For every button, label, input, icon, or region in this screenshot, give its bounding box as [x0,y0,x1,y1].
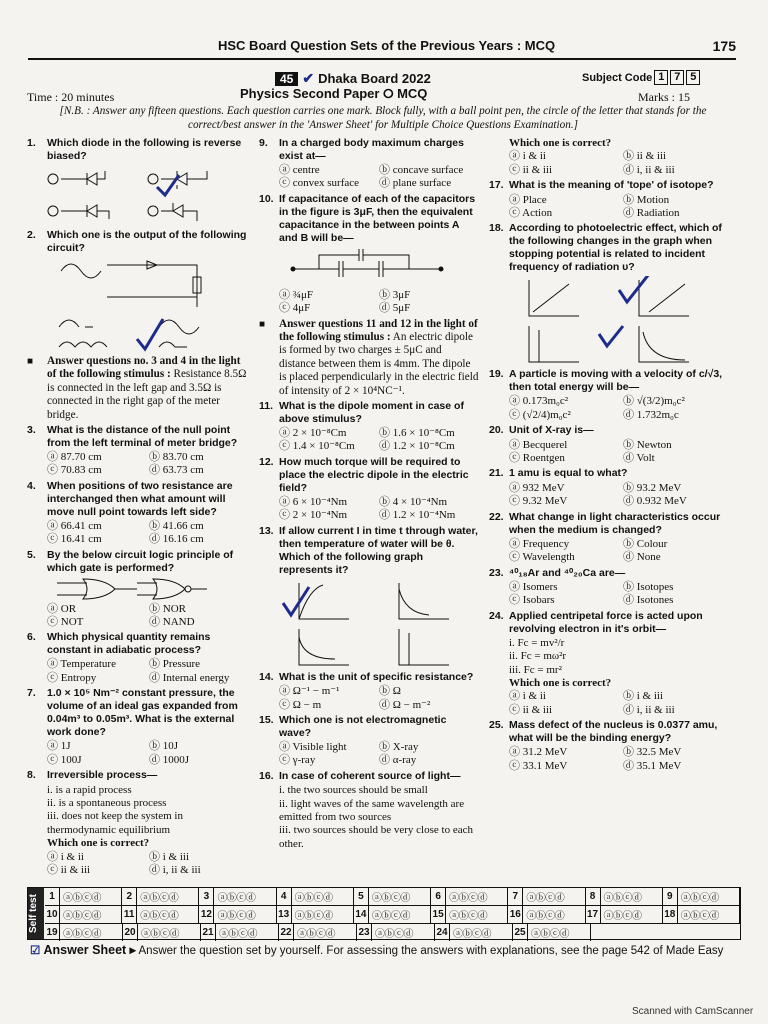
which-correct: Which one is correct? [509,676,612,689]
self-test-cell[interactable] [663,888,740,905]
question-18: 18. According to photoelectric effect, which of the following changes in the graph when stopping potential is related to incident frequency of radiation υ? [489,222,722,274]
statement: i. the two sources should be small [279,784,428,797]
self-test-number: 10 [45,906,60,923]
capacitor-figure [279,247,479,287]
self-test-cell[interactable] [45,924,123,941]
self-test-cell[interactable] [435,924,513,941]
column-2 [259,137,479,851]
self-test-number: 24 [435,924,450,941]
options-12: ⓐ 6 × 10⁻⁴Nm ⓑ 4 × 10⁻⁴Nm ⓒ 2 × 10⁻⁴Nm ⓓ 1.2 × 10⁻⁴Nm [279,495,456,522]
self-test-rows [45,888,740,941]
self-test-number: 23 [357,924,372,941]
self-test-number: 5 [354,888,369,905]
statement: i. is a rapid process [47,783,132,796]
self-test-bubbles[interactable]: ⓐⓑⓒⓓ [219,929,257,940]
self-test-cell[interactable] [663,906,740,923]
question-23: 23. ⁴⁰₁₈Ar and ⁴⁰₂₀Ca are— [489,566,626,579]
options-21: ⓐ 932 MeV ⓑ 93.2 MeV ⓒ 9.32 MeV ⓓ 0.932 MeV [509,481,687,508]
question-21: 21. 1 amu is equal to what? [489,467,628,480]
self-test-cell[interactable] [508,888,585,905]
question-20: 20. Unit of X-ray is— [489,424,594,437]
self-test-number: 11 [122,906,137,923]
which-correct: Which one is correct? [509,137,612,149]
self-test-bubbles[interactable]: ⓐⓑⓒⓓ [63,929,101,940]
options-19: ⓐ 0.173m₀c² ⓑ √(3/2)m₀c² ⓒ (√2/4)m₀c² ⓓ 1.732m₀c [509,395,685,421]
self-test-cell[interactable] [431,888,508,905]
self-test-bubbles[interactable]: ⓐⓑⓒⓓ [141,929,179,940]
self-test-bubbles[interactable]: ⓐⓑⓒⓓ [680,893,719,904]
which-correct: Which one is correct? [47,837,150,850]
self-test-number: 15 [431,906,446,923]
statement: i. Fc = mv²/r [509,636,565,649]
self-test-cell[interactable] [586,888,663,905]
self-test-number: 13 [277,906,292,923]
self-test-cell[interactable] [123,924,201,941]
question-3: 3. What is the distance of the null point from the left terminal of meter bridge? [27,424,238,450]
self-test-bubbles[interactable]: ⓐⓑⓒⓓ [526,911,565,922]
options-23: ⓐ Isomers ⓑ Isotopes ⓒ Isobars ⓓ Isotones [509,580,674,607]
self-test-bubbles[interactable]: ⓐⓑⓒⓓ [449,893,488,904]
self-test-cell[interactable] [277,906,354,923]
self-test-bubbles[interactable]: ⓐⓑⓒⓓ [526,893,565,904]
options-20: ⓐ Becquerel ⓑ Newton ⓒ Roentgen ⓓ Volt [509,438,672,465]
question-14: 14. What is the unit of specific resistance? [259,670,474,683]
question-7: 7. 1.0 × 10⁵ Nm⁻² constant pressure, the volume of an ideal gas expanded from 0.04m³ to 0.05m³. What is the external work done? [27,687,238,739]
statement: iii. does not keep the system in thermodynamic equilibrium [47,810,183,836]
self-test-bubbles[interactable]: ⓐⓑⓒⓓ [217,911,256,922]
self-test-bubbles[interactable]: ⓐⓑⓒⓓ [375,929,413,940]
self-test-bubbles[interactable]: ⓐⓑⓒⓓ [371,893,410,904]
question-4: 4. When positions of two resistance are interchanged then what amount will move null point towards left side? [27,479,233,518]
self-test-row [45,906,740,924]
subject-code-digit: 1 [654,70,668,85]
self-test-cell[interactable] [201,924,279,941]
question-24: 24. Applied centripetal force is acted upon revolving electron in it's orbit— [489,609,703,635]
self-test-cell[interactable] [586,906,663,923]
board-title: Dhaka Board 2022 [318,71,431,86]
self-test-number: 17 [586,906,601,923]
subject-code [582,70,700,85]
header-title: HSC Board Question Sets of the Previous Years : MCQ [218,38,556,53]
question-1: 1. Which diode in the following is reverse biased? [27,137,242,162]
options-16: ⓐ i & ii ⓑ ii & iii ⓒ ii & iii ⓓ i, ii & iii [509,150,675,176]
question-22: 22. What change in light characteristics occur when the medium is changed? [489,510,721,536]
self-test-number: 7 [508,888,523,905]
statement: ii. is a spontaneous process [47,796,167,809]
question-17: 17. What is the meaning of 'tope' of isotope? [489,179,714,192]
options-8: ⓐ i & ii ⓑ i & iii ⓒ ii & iii ⓓ i, ii & iii [47,850,201,876]
options-24: ⓐ i & ii ⓑ i & iii ⓒ ii & iii ⓓ i, ii & iii [509,690,675,716]
statement: iii. two sources should be very close to each other. [279,824,473,850]
self-test-cell[interactable] [122,888,199,905]
self-test-cell[interactable] [431,906,508,923]
options-25: ⓐ 31.2 MeV ⓑ 32.5 MeV ⓒ 33.1 MeV ⓓ 35.1 MeV [509,746,682,772]
options-11: ⓐ 2 × 10⁻⁸Cm ⓑ 1.6 × 10⁻⁸Cm ⓒ 1.4 × 10⁻⁸Cm ⓓ 1.2 × 10⁻⁸Cm [279,427,455,453]
self-test-cell[interactable] [508,906,585,923]
self-test-bubbles[interactable]: ⓐⓑⓒⓓ [449,911,488,922]
self-test-number: 2 [122,888,137,905]
statement: ii. light waves of the same wavelength are emitted from two sources [279,797,465,823]
self-test-bubbles[interactable]: ⓐⓑⓒⓓ [140,911,179,922]
statement: ii. Fc = mω²r [509,650,567,663]
diode-figure [47,165,251,227]
column-1 [27,137,251,879]
self-test-number: 19 [45,924,60,941]
question-12: 12. How much torque will be required to place the electric dipole in the electric field? [259,455,469,494]
self-test-bubbles[interactable]: ⓐⓑⓒⓓ [217,893,256,904]
answer-sheet-note [30,942,723,957]
self-test-label: Self test [28,888,44,939]
self-test-number: 4 [277,888,292,905]
self-test-cell[interactable] [513,924,591,941]
self-test-number: 25 [513,924,528,941]
question-2: 2. Which one is the output of the following circuit? [27,229,247,254]
question-15: 15. Which one is not electromagnetic wave? [259,713,447,739]
self-test-bubbles[interactable]: ⓐⓑⓒⓓ [453,929,491,940]
self-test-number: 14 [354,906,369,923]
self-test-bubbles[interactable]: ⓐⓑⓒⓓ [680,911,719,922]
question-11: 11. What is the dipole moment in case of above stimulus? [259,400,464,426]
self-test-number: 3 [199,888,214,905]
subject-code-digit: 7 [670,70,684,85]
answer-sheet-text: Answer the question set by yourself. For assessing the answers with explanations, see the page 542 of Made Easy [138,945,724,957]
photoelectric-graphs-figure [509,276,737,366]
self-test-cell[interactable] [45,906,122,923]
check-icon: ✔ [302,70,315,86]
self-test-cell[interactable] [199,888,276,905]
question-19: 19. A particle is moving with a velocity of c/√3, then total energy will be— [489,368,723,394]
options-9: ⓐ centre ⓑ concave surface ⓒ convex surface ⓓ plane surface [279,164,464,190]
self-test-cell[interactable] [199,906,276,923]
question-9: 9. In a charged body maximum charges exist at— [259,137,464,162]
question-25: 25. Mass defect of the nucleus is 0.0377 amu, what will be the binding energy? [489,719,718,745]
self-test-number: 6 [431,888,446,905]
self-test-number: 12 [199,906,214,923]
self-test-cell[interactable] [277,888,354,905]
column-3 [489,137,737,775]
checkbox-icon: ☑ [30,945,41,957]
self-test-bubbles[interactable]: ⓐⓑⓒⓓ [371,911,410,922]
subject-code-label: Subject Code [582,71,653,84]
self-test-bubbles[interactable]: ⓐⓑⓒⓓ [294,893,333,904]
self-test-number: 8 [586,888,601,905]
self-test-bubbles[interactable]: ⓐⓑⓒⓓ [63,911,101,922]
self-test-bubbles[interactable]: ⓐⓑⓒⓓ [63,893,101,904]
self-test-cell[interactable] [357,924,435,941]
self-test-bubbles[interactable]: ⓐⓑⓒⓓ [140,893,179,904]
options-6: ⓐ Temperature ⓑ Pressure ⓒ Entropy ⓓ Internal energy [47,658,230,684]
instructions: [N.B. : Answer any fifteen questions. Each question carries one mark. Block fully, with a ball point pen, the circle of the letter that stands for the correct/best answer in the 'Answer Sheet' for Multiple Choice Questions Examination.] [59,105,707,131]
stimulus-11-12: ■ Answer questions 11 and 12 in the light of the following stimulus : An electric dipole is formed by two charges ± 5μC and distance between them is 4mm. The dipole is placed perpendicularly in the electric field of intensity of 2 × 10⁴NC⁻¹. [259,317,479,397]
options-3: ⓐ 87.70 cm ⓑ 83.70 cm ⓒ 70.83 cm ⓓ 63.73 cm [47,451,204,477]
self-test-number: 1 [45,888,60,905]
self-test-number: 9 [663,888,678,905]
self-test-number: 18 [663,906,678,923]
options-7: ⓐ 1J ⓑ 10J ⓒ 100J ⓓ 1000J [47,740,190,766]
question-5: 5. By the below circuit logic principle of which gate is performed? [27,548,234,574]
options-4: ⓐ 66.41 cm ⓑ 41.66 cm ⓒ 16.41 cm ⓓ 16.16 cm [47,519,204,546]
time-label: Time : 20 minutes [27,90,115,104]
question-13: 13. If allow current I in time t through water, then temperature of water will be θ. Which of the following graph represents it? [259,524,478,576]
scanner-watermark: Scanned with CamScanner [632,1006,754,1017]
options-15: ⓐ Visible light ⓑ X-ray ⓒ γ-ray ⓓ α-ray [279,740,419,767]
self-test-cell[interactable] [354,906,431,923]
running-header [28,36,736,60]
self-test-row [45,888,740,906]
self-test-cell[interactable] [354,888,431,905]
graph-options-figure [279,579,479,669]
self-test-number: 22 [279,924,294,941]
options-22: ⓐ Frequency ⓑ Colour ⓒ Wavelength ⓓ None [509,537,668,564]
options-14: ⓐ Ω⁻¹ − m⁻¹ ⓑ Ω ⓒ Ω − m ⓓ Ω − m⁻² [279,685,431,711]
self-test-bubbles[interactable]: ⓐⓑⓒⓓ [603,893,642,904]
statement: iii. Fc = mr² [509,663,562,676]
marks-label: Marks : 15 [638,90,690,104]
question-6: 6. Which physical quantity remains constant in adiabatic process? [27,631,211,657]
logic-gate-figure [47,577,251,601]
options-10: ⓐ ¾μF ⓑ 3μF ⓒ 4μF ⓓ 5μF [279,288,411,315]
answer-sheet-label: Answer Sheet ▸ [43,943,136,957]
rectifier-figure [47,257,251,353]
page-number: 175 [712,38,736,54]
self-test-bubbles[interactable]: ⓐⓑⓒⓓ [531,929,569,940]
question-16: 16. In case of coherent source of light— [259,769,461,782]
options-17: ⓐ Place ⓑ Motion ⓒ Action ⓓ Radiation [509,193,680,220]
self-test-number: 21 [201,924,216,941]
subject-code-digit: 5 [686,70,700,85]
options-5: ⓐ OR ⓑ NOR ⓒ NOT ⓓ NAND [47,602,195,629]
self-test-cell[interactable] [279,924,357,941]
self-test-cell[interactable] [45,888,122,905]
paper-title: Physics Second Paper ⭘ MCQ [240,86,428,101]
stimulus-3-4: ■ Answer questions no. 3 and 4 in the light of the following stimulus : Resistance 8.5Ω is connected in the left gap and 3.5Ω is connected in the right gap of the meter bridge. [27,355,247,421]
question-8: 8. Irreversible process— [27,769,158,782]
self-test-grid [27,887,741,940]
question-10: 10. If capacitance of each of the capacitors in the figure is 3μF, then the equivalent capacitance in the between points A and B will be— [259,192,476,244]
self-test-number: 20 [123,924,138,941]
self-test-cell[interactable] [122,906,199,923]
set-badge [275,70,431,87]
self-test-row [45,924,740,941]
self-test-number: 16 [508,906,523,923]
set-number: 45 [275,72,298,86]
self-test-bubbles[interactable]: ⓐⓑⓒⓓ [603,911,642,922]
self-test-bubbles[interactable]: ⓐⓑⓒⓓ [297,929,335,940]
self-test-bubbles[interactable]: ⓐⓑⓒⓓ [294,911,333,922]
